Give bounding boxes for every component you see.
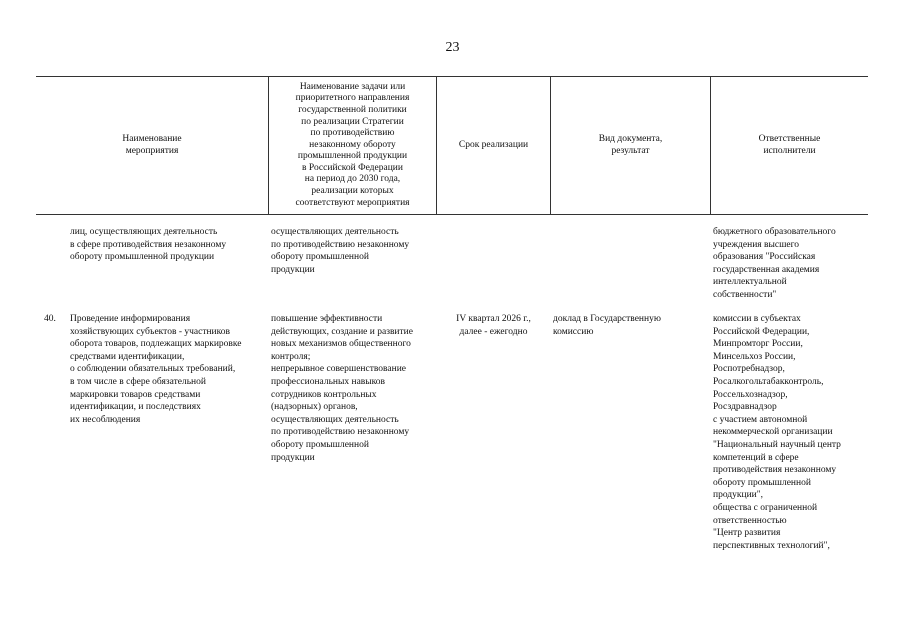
row-deadline: IV квартал 2026 г., далее - ежегодно [456, 314, 531, 337]
row-number: 40. [44, 314, 56, 324]
row-continued-task: осуществляющих деятельность по противодействию незаконному обороту промышленной продукции [271, 227, 410, 275]
row-name: Проведение информирования хозяйствующих субъектов - участников оборота товаров, подлежащих маркировке средствами идентификации, о соблюдении обязательных требований, в том числе в сфере обязательной маркировки товаров средствами идентификации, и последствиях их несоблюдения [70, 314, 242, 425]
header-task [269, 77, 436, 214]
header-name [36, 77, 268, 214]
page-number: 23 [445, 40, 460, 55]
header-name-text: Наименование мероприятия [122, 133, 182, 156]
header-bottom-border [36, 214, 868, 215]
row-task: повышение эффективности действующих, создание и развитие новых механизмов общественного контроля; непрерывное совершенствование профессиональных навыков сотрудников контрольных (надзорных) органов, осуществляющих деятельность по противодействию незаконному обороту промышленной продукции [271, 314, 413, 463]
header-deadline [437, 77, 550, 214]
header-executors-text: Ответственные исполнители [758, 133, 821, 156]
header-deadline-text: Срок реализации [458, 139, 529, 150]
header-executors [711, 77, 868, 214]
header-document [551, 77, 710, 214]
row-document: доклад в Государственную комиссию [553, 314, 661, 337]
row-continued-executors: бюджетного образовательного учреждения высшего образования "Российская государственная академия интеллектуальной собственности" [713, 227, 836, 300]
row-executors: комиссии в субъектах Российской Федерации, Минпромторг России, Минсельхоз России, Роспотребнадзор, Росалкогольтабакконтроль, Россельхознадзор, Росздравнадзор с участием автономной некоммерческой организации "Национальный научный центр компетенций в сфере противодействия незаконному обороту промышленной продукции", общества с ограниченной ответственностью "Центр развития перспективных технологий", [713, 314, 841, 551]
row-continued-name: лиц, осуществляющих деятельность в сфере противодействия незаконному обороту промышленной продукции [70, 227, 227, 263]
header-task-text: Наименование задачи или приоритетного направления государственной политики по реализации Стратегии по противодействию незаконному обороту промышленной продукции в Российской Федерации на период до 2030 года, реализации которых соответствуют мероприятия [295, 81, 410, 208]
header-document-text: Вид документа, результат [598, 133, 663, 156]
